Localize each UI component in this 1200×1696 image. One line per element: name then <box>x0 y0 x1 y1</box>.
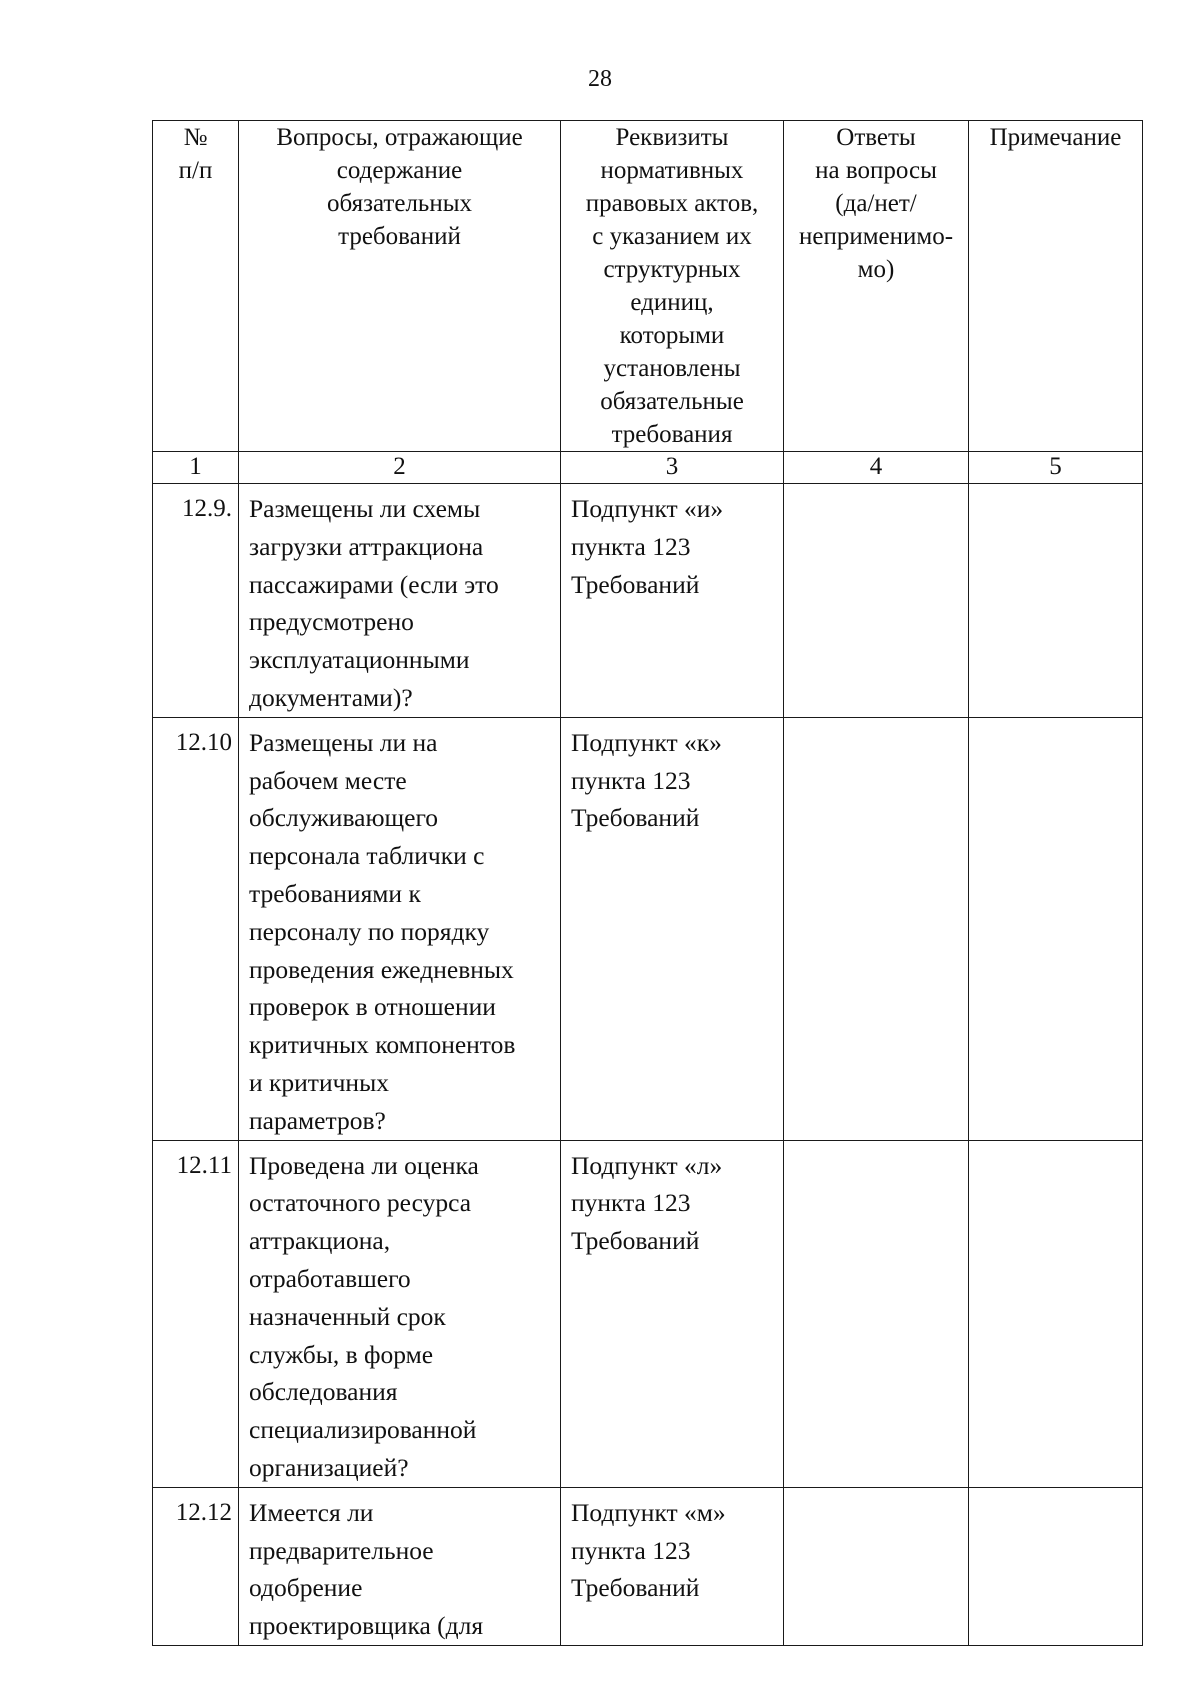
column-number-row <box>153 452 1143 484</box>
cell-text-line: предусмотрено <box>249 607 414 637</box>
cell-text-line: Подпункт «к» <box>571 727 722 757</box>
row-number: 12.9. <box>153 484 239 718</box>
cell-text-line: Требований <box>571 1573 700 1603</box>
cell-text-line: структурных <box>603 256 741 283</box>
cell-text-line: проведения ежедневных <box>249 954 514 984</box>
row-question <box>239 717 561 1140</box>
header-questions <box>239 121 561 452</box>
cell-text-line: документами)? <box>249 682 413 712</box>
cell-text-line: загрузки аттракциона <box>249 531 484 561</box>
cell-text-line: Размещены ли схемы <box>249 494 481 523</box>
table-row <box>153 717 1143 1140</box>
checklist-table <box>152 120 1143 1646</box>
table-row <box>153 484 1143 718</box>
cell-text-line: пассажирами (если это <box>249 569 499 599</box>
cell-text-line: обследования <box>249 1377 398 1407</box>
cell-text-line: эксплуатационными <box>249 645 470 675</box>
cell-text-line: Размещены ли на <box>249 727 438 757</box>
cell-text-line: пункта 123 <box>571 1535 691 1565</box>
cell-text-line: единиц, <box>630 289 714 316</box>
cell-text-line: проверок в отношении <box>249 992 496 1022</box>
row-answer[interactable] <box>784 484 969 718</box>
cell-text-line: службы, в форме <box>249 1339 434 1369</box>
cell-text-line: нормативных <box>600 157 744 184</box>
cell-text-line: специализированной <box>249 1415 477 1445</box>
cell-text-line: Примечание <box>989 124 1122 151</box>
row-reference <box>561 1140 784 1487</box>
cell-text-line: Реквизиты <box>615 124 729 151</box>
cell-text-line: п/п <box>178 157 213 184</box>
row-reference <box>561 484 784 718</box>
cell-text-line: с указанием их <box>592 223 752 250</box>
cell-text-line: требованиями к <box>249 878 421 908</box>
row-question <box>239 1140 561 1487</box>
table-row <box>153 1487 1143 1645</box>
row-note[interactable] <box>969 1140 1143 1487</box>
cell-text-line: Вопросы, отражающие <box>276 124 523 151</box>
cell-text-line: неприменимо- <box>798 223 954 250</box>
cell-text-line: пункта 123 <box>571 765 691 795</box>
cell-text-line: одобрение <box>249 1573 363 1603</box>
cell-text-line: аттракциона, <box>249 1226 391 1256</box>
cell-text-line: мо) <box>857 256 895 283</box>
cell-text-line: остаточного ресурса <box>249 1188 472 1218</box>
cell-text-line: персонала таблички с <box>249 841 485 871</box>
cell-text-line: обязательные <box>600 388 744 415</box>
row-reference <box>561 1487 784 1645</box>
column-number: 2 <box>239 452 561 484</box>
cell-text-line: критичных компонентов <box>249 1030 516 1060</box>
cell-text-line: которыми <box>619 322 725 349</box>
column-number: 4 <box>784 452 969 484</box>
cell-text-line: персоналу по порядку <box>249 916 490 946</box>
cell-text-line: Подпункт «л» <box>571 1150 723 1180</box>
cell-text-line: требований <box>338 223 461 250</box>
cell-text-line: и критичных <box>249 1067 389 1097</box>
cell-text-line: обслуживающего <box>249 803 439 833</box>
header-number <box>153 121 239 452</box>
cell-text-line: содержание <box>336 157 463 184</box>
row-number: 12.11 <box>153 1140 239 1487</box>
row-question <box>239 1487 561 1645</box>
cell-text-line: Имеется ли <box>249 1497 374 1527</box>
table-header-row <box>153 121 1143 452</box>
cell-text-line: пункта 123 <box>571 1188 691 1218</box>
row-answer[interactable] <box>784 1487 969 1645</box>
cell-text-line: Требований <box>571 569 700 599</box>
cell-text-line: проектировщика (для <box>249 1611 484 1641</box>
cell-text-line: назначенный срок <box>249 1301 446 1331</box>
row-note[interactable] <box>969 717 1143 1140</box>
cell-text-line: параметров? <box>249 1105 386 1135</box>
cell-text-line: Ответы <box>836 124 916 151</box>
header-answers <box>784 121 969 452</box>
cell-text-line: отработавшего <box>249 1263 411 1293</box>
cell-text-line: Проведена ли оценка <box>249 1150 479 1180</box>
cell-text-line: Подпункт «м» <box>571 1497 726 1527</box>
cell-text-line: на вопросы <box>815 157 937 184</box>
row-note[interactable] <box>969 1487 1143 1645</box>
row-answer[interactable] <box>784 1140 969 1487</box>
cell-text-line: (да/нет/ <box>835 190 917 217</box>
column-number: 1 <box>153 452 239 484</box>
column-number: 5 <box>969 452 1143 484</box>
row-note[interactable] <box>969 484 1143 718</box>
cell-text-line: установлены <box>603 355 741 382</box>
cell-text-line: правовых актов, <box>585 190 759 217</box>
cell-text-line: обязательных <box>327 190 472 217</box>
header-note <box>969 121 1143 452</box>
page-number: 28 <box>588 66 612 92</box>
cell-text-line: Требований <box>571 803 700 833</box>
cell-text-line: пункта 123 <box>571 531 691 561</box>
cell-text-line: предварительное <box>249 1535 434 1565</box>
cell-text-line: организацией? <box>249 1452 409 1482</box>
row-number: 12.12 <box>153 1487 239 1645</box>
cell-text-line: № <box>183 124 208 151</box>
cell-text-line: Подпункт «и» <box>571 494 724 523</box>
column-number: 3 <box>561 452 784 484</box>
table-row <box>153 1140 1143 1487</box>
header-legal-references <box>561 121 784 452</box>
row-reference <box>561 717 784 1140</box>
cell-text-line: Требований <box>571 1226 700 1256</box>
cell-text-line: рабочем месте <box>249 765 407 795</box>
row-number: 12.10 <box>153 717 239 1140</box>
cell-text-line: требования <box>611 421 733 448</box>
row-question <box>239 484 561 718</box>
row-answer[interactable] <box>784 717 969 1140</box>
